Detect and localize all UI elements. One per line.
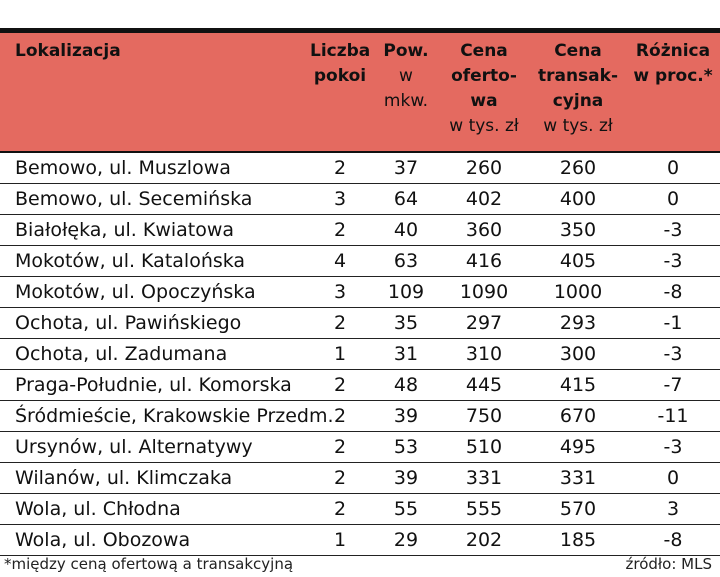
- cell-area: 109: [374, 277, 438, 308]
- cell-offer-price: 310: [438, 339, 530, 370]
- cell-rooms: 3: [306, 277, 374, 308]
- cell-location: Praga-Południe, ul. Komorska: [0, 370, 306, 401]
- cell-rooms: 2: [306, 432, 374, 463]
- cell-transaction-price: 293: [530, 308, 626, 339]
- table-row: [0, 494, 720, 525]
- cell-rooms: 2: [306, 308, 374, 339]
- table-row: [0, 370, 720, 401]
- cell-offer-price: 416: [438, 246, 530, 277]
- cell-location: Bemowo, ul. Secemińska: [0, 184, 306, 215]
- cell-offer-price: 297: [438, 308, 530, 339]
- cell-location: Wola, ul. Obozowa: [0, 525, 306, 556]
- cell-offer-price: 510: [438, 432, 530, 463]
- cell-transaction-price: 400: [530, 184, 626, 215]
- cell-transaction-price: 185: [530, 525, 626, 556]
- table-row: [0, 246, 720, 277]
- cell-area: 37: [374, 152, 438, 184]
- header-rooms: Liczba pokoi: [310, 41, 371, 86]
- cell-transaction-price: 670: [530, 401, 626, 432]
- cell-rooms: 2: [306, 401, 374, 432]
- cell-offer-price: 331: [438, 463, 530, 494]
- cell-location: Ursynów, ul. Alternatywy: [0, 432, 306, 463]
- table-body: [0, 152, 720, 556]
- header-transaction-price: Cena transak- cyjna w tys. zł: [537, 41, 619, 136]
- cell-difference: -8: [626, 525, 720, 556]
- table-row: [0, 184, 720, 215]
- cell-location: Białołęka, ul. Kwiatowa: [0, 215, 306, 246]
- cell-area: 55: [374, 494, 438, 525]
- cell-rooms: 2: [306, 463, 374, 494]
- cell-rooms: 2: [306, 370, 374, 401]
- cell-location: Mokotów, ul. Opoczyńska: [0, 277, 306, 308]
- table-row: [0, 277, 720, 308]
- cell-offer-price: 1090: [438, 277, 530, 308]
- cell-transaction-price: 495: [530, 432, 626, 463]
- cell-area: 29: [374, 525, 438, 556]
- cell-rooms: 1: [306, 525, 374, 556]
- cell-difference: -3: [626, 339, 720, 370]
- header-difference: Różnica w proc.*: [633, 41, 713, 86]
- cell-transaction-price: 1000: [530, 277, 626, 308]
- cell-difference: -3: [626, 215, 720, 246]
- cell-rooms: 4: [306, 246, 374, 277]
- header-row: [0, 33, 720, 152]
- source-credit: źródło: MLS: [625, 555, 712, 573]
- header-location: Lokalizacja: [15, 41, 121, 61]
- cell-location: Ochota, ul. Pawińskiego: [0, 308, 306, 339]
- cell-offer-price: 750: [438, 401, 530, 432]
- cell-location: Bemowo, ul. Muszlowa: [0, 152, 306, 184]
- cell-offer-price: 360: [438, 215, 530, 246]
- table-row: [0, 525, 720, 556]
- table-row: [0, 463, 720, 494]
- cell-difference: -3: [626, 246, 720, 277]
- cell-transaction-price: 405: [530, 246, 626, 277]
- cell-location: Śródmieście, Krakowskie Przedm.: [0, 401, 306, 432]
- table-row: [0, 152, 720, 184]
- cell-difference: 0: [626, 184, 720, 215]
- cell-difference: 0: [626, 152, 720, 184]
- cell-location: Wilanów, ul. Klimczaka: [0, 463, 306, 494]
- cell-transaction-price: 331: [530, 463, 626, 494]
- cell-rooms: 2: [306, 152, 374, 184]
- cell-transaction-price: 300: [530, 339, 626, 370]
- cell-transaction-price: 415: [530, 370, 626, 401]
- cell-offer-price: 445: [438, 370, 530, 401]
- cell-location: Mokotów, ul. Katalońska: [0, 246, 306, 277]
- header-area: Pow. w mkw.: [383, 41, 429, 111]
- cell-rooms: 2: [306, 494, 374, 525]
- cell-area: 31: [374, 339, 438, 370]
- cell-location: Ochota, ul. Zadumana: [0, 339, 306, 370]
- cell-difference: -7: [626, 370, 720, 401]
- header-offer-price: Cena oferto- wa w tys. zł: [449, 41, 519, 136]
- cell-area: 39: [374, 401, 438, 432]
- top-margin: [0, 0, 720, 28]
- table-header: [0, 33, 720, 152]
- table-row: [0, 215, 720, 246]
- cell-difference: 0: [626, 463, 720, 494]
- cell-area: 39: [374, 463, 438, 494]
- cell-rooms: 2: [306, 215, 374, 246]
- table-row: [0, 401, 720, 432]
- cell-area: 40: [374, 215, 438, 246]
- cell-area: 53: [374, 432, 438, 463]
- cell-location: Wola, ul. Chłodna: [0, 494, 306, 525]
- footnote: *między ceną ofertową a transakcyjną: [4, 555, 294, 573]
- table-row: [0, 432, 720, 463]
- cell-difference: 3: [626, 494, 720, 525]
- cell-difference: -1: [626, 308, 720, 339]
- cell-rooms: 3: [306, 184, 374, 215]
- cell-area: 64: [374, 184, 438, 215]
- table-row: [0, 339, 720, 370]
- table-row: [0, 308, 720, 339]
- cell-area: 63: [374, 246, 438, 277]
- cell-rooms: 1: [306, 339, 374, 370]
- price-table: [0, 33, 720, 556]
- cell-offer-price: 402: [438, 184, 530, 215]
- cell-difference: -11: [626, 401, 720, 432]
- cell-area: 48: [374, 370, 438, 401]
- cell-transaction-price: 350: [530, 215, 626, 246]
- cell-offer-price: 260: [438, 152, 530, 184]
- cell-transaction-price: 570: [530, 494, 626, 525]
- cell-difference: -8: [626, 277, 720, 308]
- cell-difference: -3: [626, 432, 720, 463]
- cell-area: 35: [374, 308, 438, 339]
- cell-offer-price: 202: [438, 525, 530, 556]
- cell-offer-price: 555: [438, 494, 530, 525]
- cell-transaction-price: 260: [530, 152, 626, 184]
